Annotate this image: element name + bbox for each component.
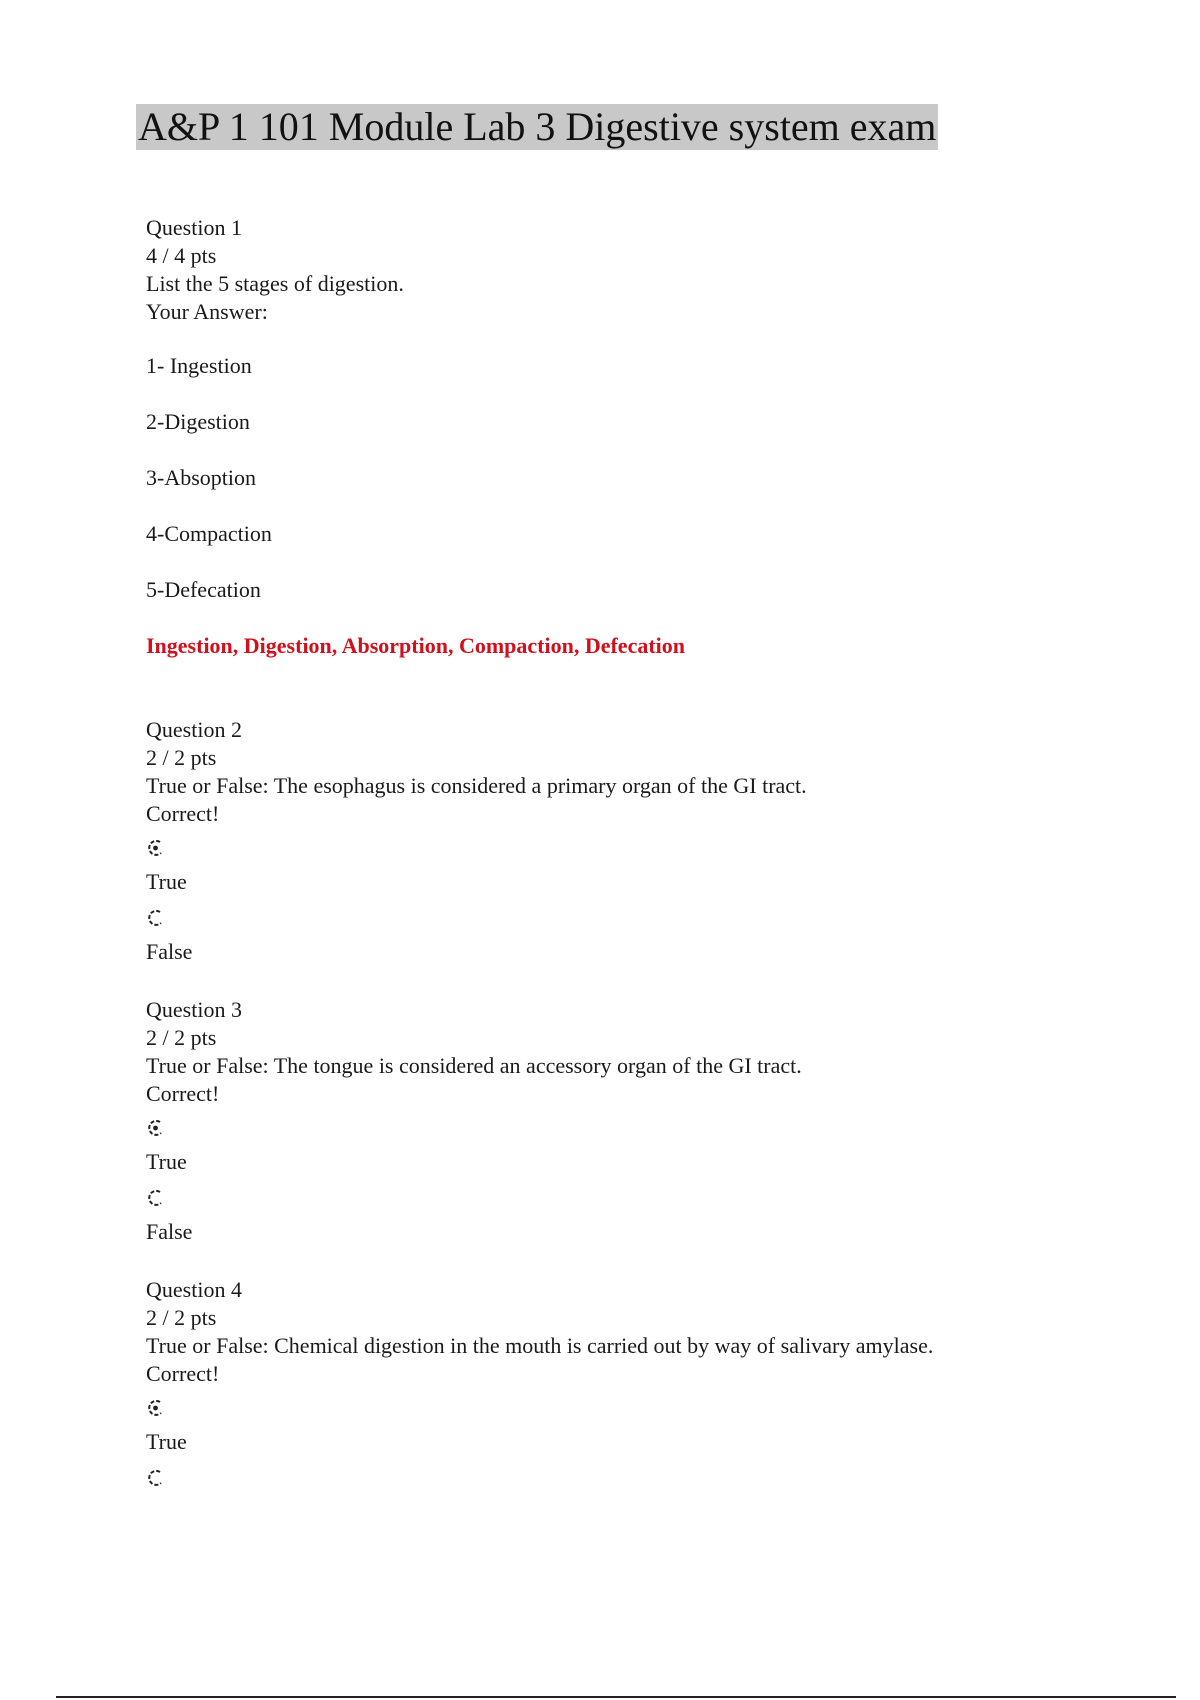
radio-unselected-icon[interactable] [146,908,166,928]
question-2-points: 2 / 2 pts [146,745,217,770]
question-1-points: 4 / 4 pts [146,243,217,268]
answer-item: 5-Defecation [146,577,261,602]
question-4-prompt: True or False: Chemical digestion in the mouth is carried out by way of salivary amylase. [146,1333,934,1358]
option-true-label: True [146,1429,187,1454]
question-2-feedback: Correct! [146,801,220,826]
question-2 [146,716,1126,966]
radio-selected-icon[interactable] [146,1118,166,1138]
radio-false-row [146,904,1126,934]
option-false-label: False [146,939,193,964]
question-1-prompt: List the 5 stages of digestion. [146,271,404,296]
radio-selected-icon[interactable] [146,1398,166,1418]
radio-true-row [146,834,1126,864]
question-4-points: 2 / 2 pts [146,1305,217,1330]
question-2-prompt: True or False: The esophagus is considered a primary organ of the GI tract. [146,773,807,798]
answer-item: 2-Digestion [146,409,250,434]
radio-false-row [146,1464,1126,1494]
exam-content [146,214,1126,1498]
question-3-label: Question 3 [146,997,242,1022]
correct-answer: Ingestion, Digestion, Absorption, Compaction, Defecation [146,633,686,658]
answer-item: 1- Ingestion [146,353,252,378]
title-wrap [136,104,938,150]
question-4-feedback: Correct! [146,1361,220,1386]
option-true-label: True [146,869,187,894]
question-3-points: 2 / 2 pts [146,1025,217,1050]
radio-unselected-icon[interactable] [146,1468,166,1488]
question-2-label: Question 2 [146,717,242,742]
question-4 [146,1276,1126,1494]
radio-selected-icon[interactable] [146,838,166,858]
radio-unselected-icon[interactable] [146,1188,166,1208]
answer-list [146,352,1126,604]
answer-item: 4-Compaction [146,521,272,546]
footer-divider [56,1696,1176,1698]
question-1 [146,214,1126,660]
option-false-label: False [146,1219,193,1244]
your-answer-label: Your Answer: [146,299,268,324]
question-3-feedback: Correct! [146,1081,220,1106]
question-3-prompt: True or False: The tongue is considered an accessory organ of the GI tract. [146,1053,802,1078]
radio-false-row [146,1184,1126,1214]
option-true-label: True [146,1149,187,1174]
radio-true-row [146,1394,1126,1424]
answer-item: 3-Absoption [146,465,256,490]
question-4-label: Question 4 [146,1277,242,1302]
radio-true-row [146,1114,1126,1144]
question-3 [146,996,1126,1246]
page-title: A&P 1 101 Module Lab 3 Digestive system exam [138,104,937,149]
question-1-label: Question 1 [146,215,242,240]
